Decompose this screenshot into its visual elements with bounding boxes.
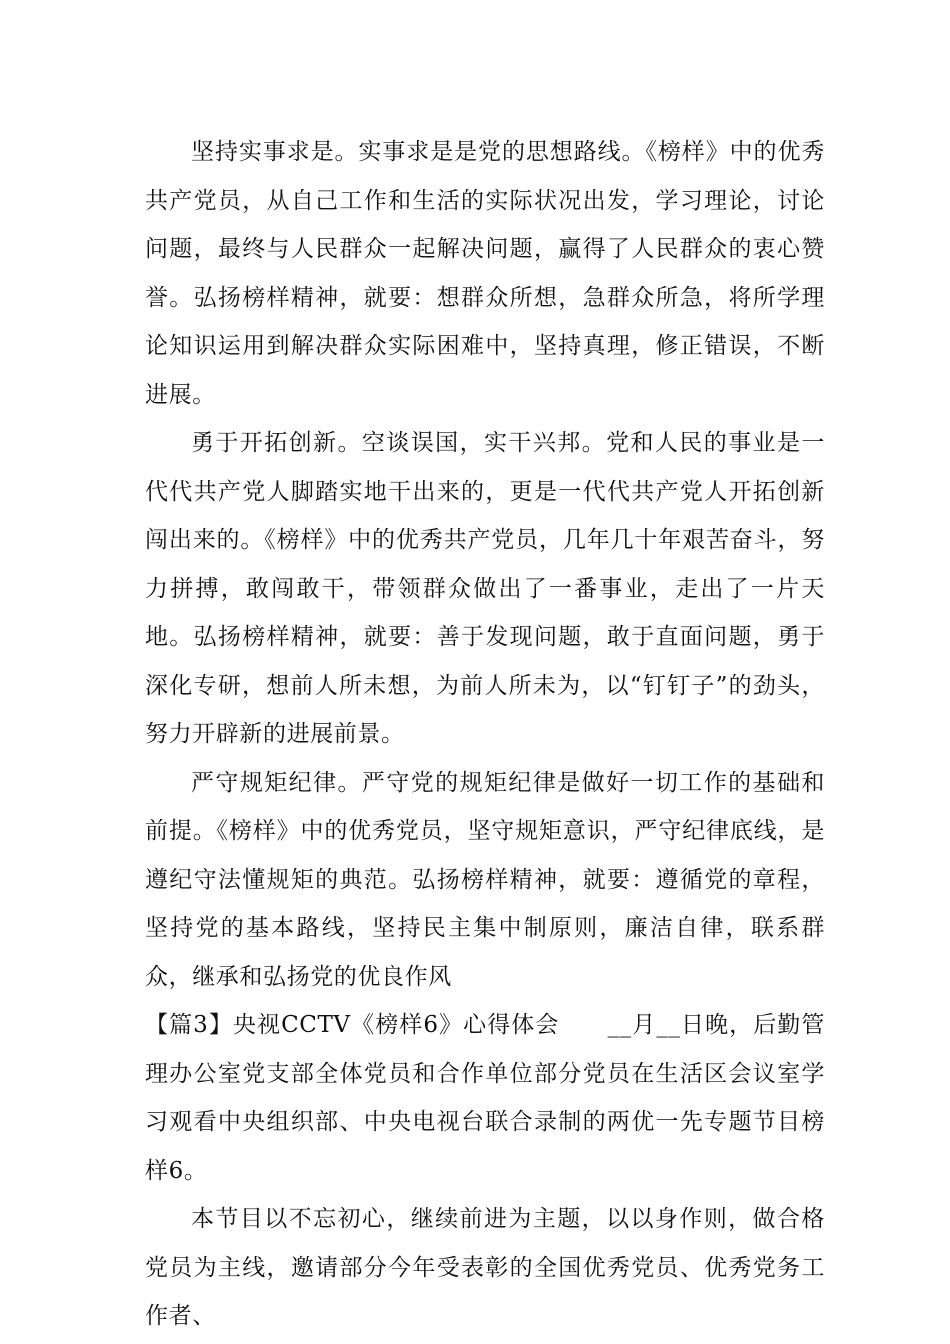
paragraph-seek-truth: 坚持实事求是。实事求是是党的思想路线。《榜样》中的优秀共产党员，从自己工作和生活的实际状况出发，学习理论，讨论问题，最终与人民群众一起解决问题，赢得了人民群众的衷心赞誉。弘扬榜样精神，就要：想群众所想，急群众所急，将所学理论知识运用到解决群众实际困难中，坚持真理，修正错误，不断进展。 [145,139,825,408]
paragraph-innovation: 勇于开拓创新。空谈误国，实干兴邦。党和人民的事业是一代代共产党人脚踏实地干出来的，更是一代代共产党人开拓创新闯出来的。《榜样》中的优秀共产党员，几年几十年艰苦奋斗，努力拼搏，敢闯敢干，带领群众做出了一番事业，走出了一片天地。弘扬榜样精神，就要：善于发现问题，敢于直面问题，勇于深化专研，想前人所未想，为前人所未为，以“钉钉子”的劲头，努力开辟新的进展前景。 [145,430,825,747]
paragraph-discipline: 严守规矩纪律。严守党的规矩纪律是做好一切工作的基础和前提。《榜样》中的优秀党员，坚守规矩意识，严守纪律底线，是遵纪守法懂规矩的典范。弘扬榜样精神，就要：遵循党的章程，坚持党的基本路线，坚持民主集中制原则，廉洁自律，联系群众，继承和弘扬党的优良作风 [145,769,825,990]
paragraph-program-theme: 本节目以不忘初心，继续前进为主题，以以身作则，做合格党员为主线，邀请部分今年受表彰的全国优秀党员、优秀党务工作者、 [145,1206,825,1329]
document-page [145,128,825,1341]
paragraph-section-3-intro: 【篇3】央视CCTV《榜样6》心得体会 __月__日晚，后勤管理办公室党支部全体党员和合作单位部分党员在生活区会议室学习观看中央组织部、中央电视台联合录制的两优一先专题节目榜样6。 [145,1012,825,1184]
